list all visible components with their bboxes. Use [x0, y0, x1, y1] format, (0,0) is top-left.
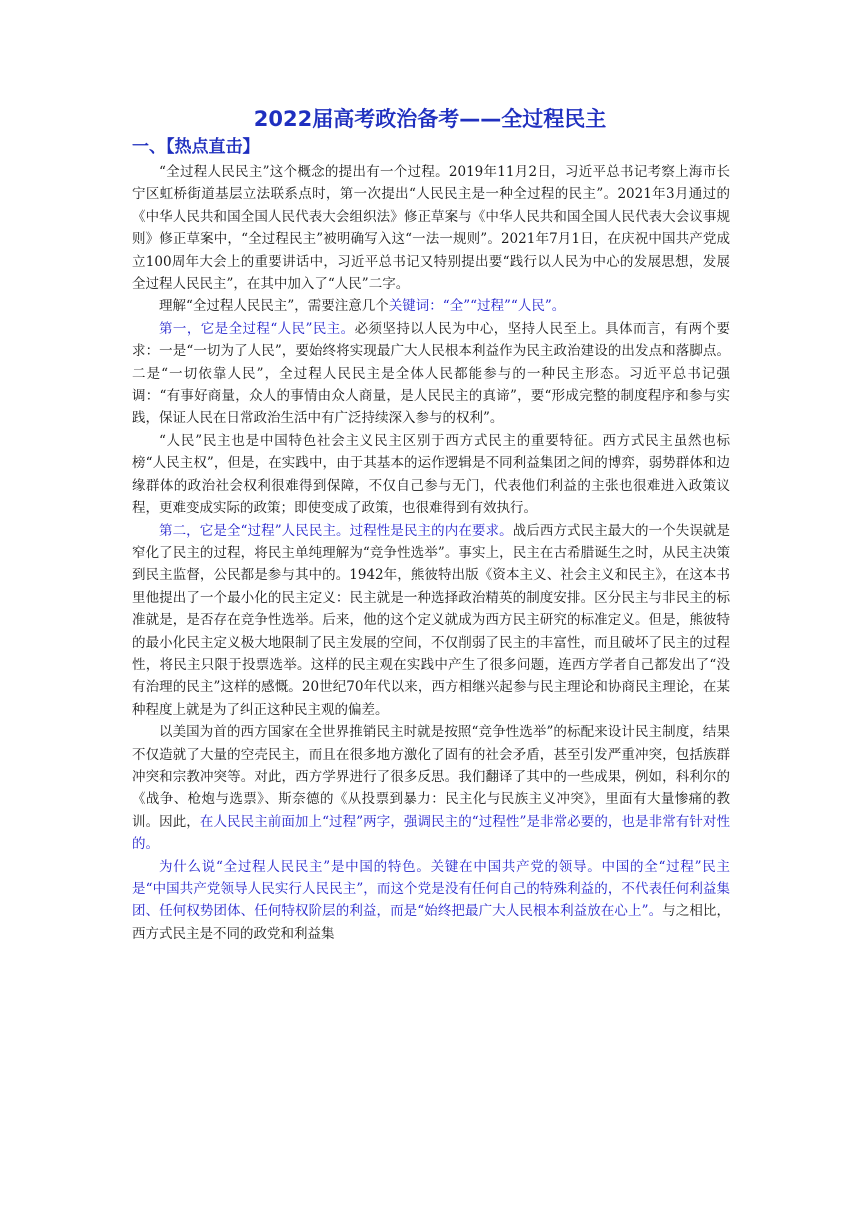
document-title: 2022届高考政治备考——全过程民主: [253, 107, 607, 131]
body-paragraph: [132, 856, 730, 946]
paragraph-text: “人民”民主也是中国特色社会主义民主区别于西方式民主的重要特征。西方式民主虽然也标榜“人民主权”，但是，在实践中，由于其基本的运作逻辑是不同利益集团之间的博弈，弱势群体和边缘群体的政治社会权利很难得到保障，不仅自己参与无门，代表他们利益的主张也很难进入政策议程，更难变成实际的政策；即使变成了政策，也很难得到有效执行。: [132, 432, 730, 517]
highlighted-text: 第一，它是全过程“人民”民主。: [159, 320, 355, 337]
body-paragraph: [132, 161, 730, 295]
paragraph-text: 必须坚持以人民为中心，坚持人民至上。具体而言，有两个要求：一是“一切为了人民”，要始终将实现最广大人民根本利益作为民主政治建设的出发点和落脚点。二是“一切依靠人民”，全过程人民民主是全体人民都能参与的一种民主形态。习近平总书记强调：“有事好商量，众人的事情由众人商量，是人民民主的真谛”，要“形成完整的制度程序和参与实践，保证人民在日常政治生活中有广泛持续深入参与的权利”。: [132, 320, 730, 427]
body-paragraph: [132, 721, 730, 855]
paragraph-text: 与之相比，西方式民主是不同的政党和利益集: [132, 903, 730, 942]
body-paragraph: [132, 430, 730, 520]
highlighted-text: 在人民民主前面加上“过程”两字，强调民主的“过程性”是非常必要的，也是非常有针对性的。: [132, 813, 731, 853]
body-paragraph: [132, 318, 730, 430]
body-paragraph: [132, 520, 730, 722]
body-paragraph: [132, 295, 730, 317]
paragraph-text: “全过程人民民主”这个概念的提出有一个过程。2019年11月2日，习近平总书记考察上海市长宁区虹桥街道基层立法联系点时，第一次提出“人民民主是一种全过程的民主”。2021年3月通过的《中华人民共和国全国人民代表大会组织法》修正草案与《中华人民共和国全国人民代表大会议事规则》修正草案中，“全过程民主”被明确写入这“一法一规则”。2021年7月1日，在庆祝中国共产党成立100周年大会上的重要讲话中，习近平总书记又特别提出要“践行以人民为中心的发展思想，发展全过程人民民主”，在其中加入了“人民”二字。: [132, 164, 730, 293]
paragraph-text: 以美国为首的西方国家在全世界推销民主时就是按照“竞争性选举”的标配来设计民主制度，结果不仅造就了大量的空壳民主，而且在很多地方激化了固有的社会矛盾，甚至引发严重冲突，包括族群冲突和宗教冲突等。对此，西方学界进行了很多反思。我们翻译了其中的一些成果，例如，科利尔的《战争、枪炮与选票》、斯奈德的《从投票到暴力：民主化与民族主义冲突》，里面有大量惨痛的教训。因此，: [132, 724, 730, 830]
highlighted-text: 关键词：“全”“过程”“人民”。: [388, 298, 566, 315]
highlighted-text: 第二，它是全“过程”人民民主。过程性是民主的内在要求。: [159, 522, 513, 539]
highlighted-text: 为什么说“全过程人民民主”是中国的特色。关键在中国共产党的领导。中国的全“过程”民主是“中国共产党领导人民实行人民民主”，而这个党是没有任何自己的特殊利益的，不代表任何利益集团、任何权势团体、任何特权阶层的利益，而是“始终把最广大人民根本利益放在心上”。: [132, 858, 730, 920]
document-body: [132, 161, 730, 945]
paragraph-text: 战后西方式民主最大的一个失误就是窄化了民主的过程，将民主单纯理解为“竞争性选举”。事实上，民主在古希腊诞生之时，从民主决策到民主监督，公民都是参与其中的。1942年，熊彼特出版《资本主义、社会主义和民主》，在这本书里他提出了一个最小化的民主定义：民主就是一种选择政治精英的制度安排。区分民主与非民主的标准就是，是否存在竞争性选举。后来，他的这个定义就成为西方民主研究的标准定义。但是，熊彼特的最小化民主定义极大地限制了民主发展的空间，不仅削弱了民主的丰富性，而且破坏了民主的过程性，将民主只限于投票选举。这样的民主观在实践中产生了很多问题，连西方学者自己都发出了“没有治理的民主”这样的感慨。20世纪70年代以来，西方相继兴起参与民主理论和协商民主理论，在某种程度上就是为了纠正这种民主观的偏差。: [132, 522, 731, 718]
section-heading-hotspot: 一、【热点直击】: [132, 137, 260, 157]
paragraph-text: 理解“全过程人民民主”，需要注意几个: [159, 298, 389, 315]
